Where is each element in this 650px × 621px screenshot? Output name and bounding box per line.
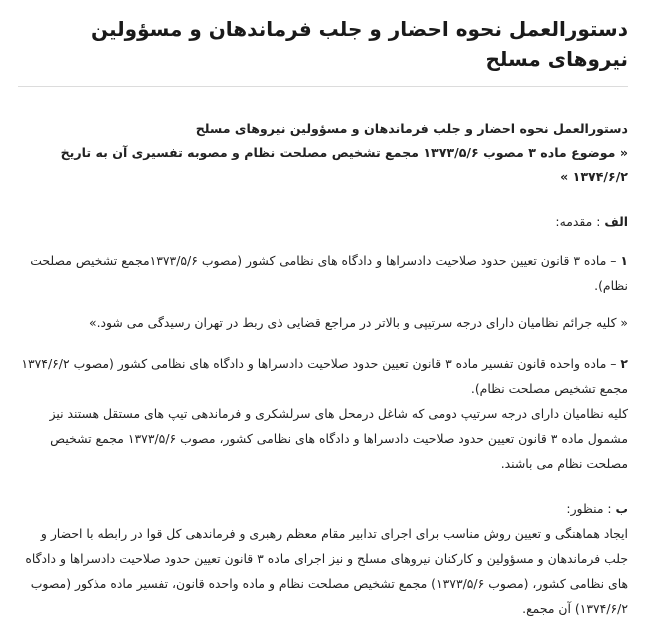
title-divider: [18, 86, 628, 87]
item-2: [18, 351, 628, 401]
section-a-label: [18, 209, 628, 234]
section-b-letter: ب: [615, 501, 628, 516]
page-title: دستورالعمل نحوه احضار و جلب فرماندهان و مسؤولین نیروهای مسلح: [90, 17, 628, 71]
document-subject: « موضوع ماده ۳ مصوب ۱۳۷۳/۵/۶ مجمع تشخیص مصلحت نظام و مصوبه تفسیری آن به تاریخ ۱۳۷۴/۶/۲ »: [60, 145, 628, 184]
item-1-note: « کلیه جرائم نظامیان دارای درجه سرتیپی و بالاتر در مراجع قضایی ذی ربط در تهران رسیدگی می شود.»: [88, 315, 628, 330]
section-b-title: : منظور:: [566, 501, 616, 516]
item-2-text: – ماده واحده قانون تفسیر ماده ۳ قانون تعیین حدود صلاحیت دادسراها و دادگاه های نظامی کشور (مصوب ۱۳۷۴/۶/۲ مجمع تشخیص مصلحت نظام).: [21, 356, 628, 396]
item-1-text: – ماده ۳ قانون تعیین حدود صلاحیت دادسراها و دادگاه های نظامی کشور (مصوب ۱۳۷۳/۵/۶مجمع تشخیص مصلحت نظام).: [30, 253, 628, 293]
section-a-title: : مقدمه:: [555, 214, 605, 229]
item-2-number: ۲: [620, 356, 628, 371]
item-1-number: ۱: [620, 253, 628, 268]
purpose-paragraph: ایجاد هماهنگی و تعیین روش مناسب برای اجرای تدابیر مقام معظم رهبری و فرماندهی کل قوا در رابطه با احضار و جلب فرماندهان و مسؤولین و کارکنان نیروهای مسلح و نیز اجرای ماده ۳ قانون تعیین حدود صلاحیت دادسراها و دادگاه های نظامی کشور، (مصوب ۱۳۷۳/۵/۶) مجمع تشخیص مصلحت نظام و ماده واحده قانون، تفسیر ماده مذکور (مصوب ۱۳۷۴/۶/۲) آن مجمع.: [25, 526, 628, 616]
item-2-body: کلیه نظامیان دارای درجه سرتیپ دومی که شاغل درمحل های سرلشکری و فرماندهی تیپ های مستقل هستند نیز مشمول ماده ۳ قانون تعیین حدود صلاحیت دادسراها و دادگاه های نظامی کشور، مصوب ۱۳۷۳/۵/۶ مجمع تشخیص مصلحت نظام می باشند.: [49, 406, 628, 471]
section-a-letter: الف: [604, 214, 628, 229]
document-body: [18, 117, 628, 621]
section-b-label: [18, 496, 628, 521]
document-heading: دستورالعمل نحوه احضار و جلب فرماندهان و مسؤولین نیروهای مسلح: [195, 121, 628, 136]
item-1: [18, 248, 628, 298]
